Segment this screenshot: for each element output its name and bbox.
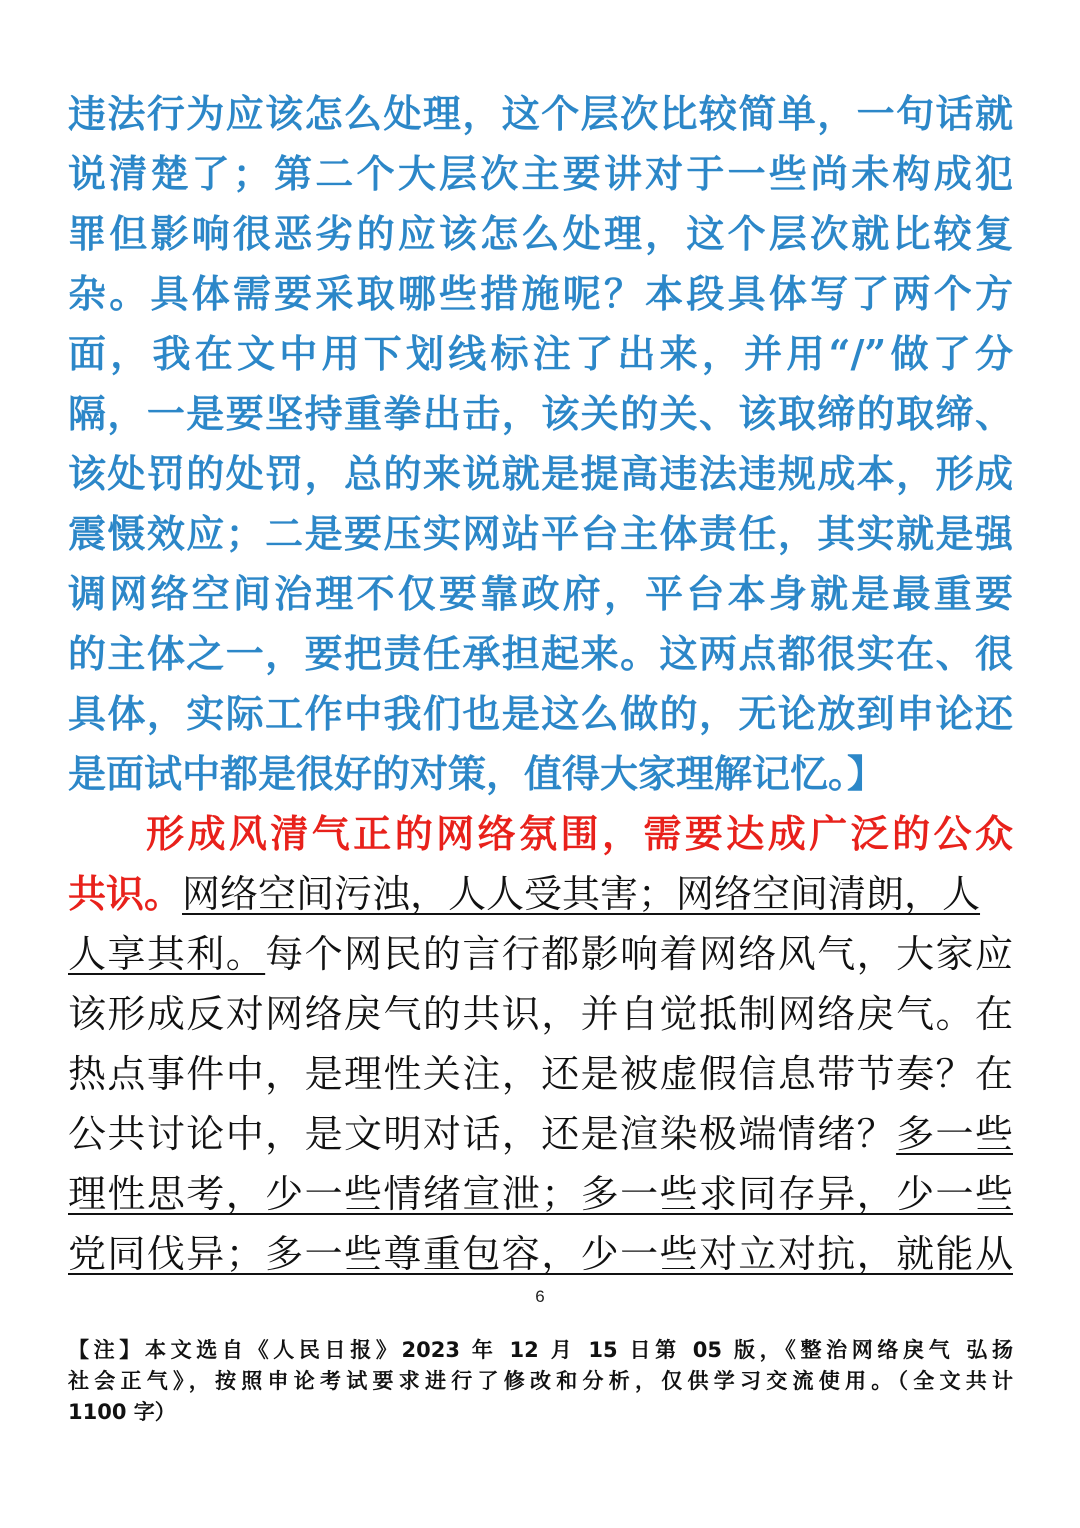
commentary-line: 隔，一是要坚持重拳出击，该关的关、该取缔的取缔、	[68, 391, 1013, 436]
commentary-line: 该处罚的处罚，总的来说就是提高违法违规成本，形成	[68, 451, 1013, 496]
commentary-line: 具体，实际工作中我们也是这么做的，无论放到申论还	[68, 691, 1013, 736]
page-number: 6	[535, 1287, 545, 1306]
topic-sentence-end: 共识。	[68, 871, 183, 916]
commentary-line: 说清楚了；第二个大层次主要讲对于一些尚未构成犯	[68, 151, 1013, 196]
underlined-text: 人享其利。	[68, 932, 266, 976]
topic-sentence-line: 形成风清气正的网络氛围，需要达成广泛的公众	[146, 811, 1013, 856]
paragraph-line: 热点事件中，是理性关注，还是被虚假信息带节奏？在	[68, 1052, 1013, 1096]
commentary-line: 调网络空间治理不仅要靠政府，平台本身就是最重要	[68, 571, 1013, 616]
underlined-text: 多一些	[896, 1112, 1013, 1156]
paragraph-line	[68, 930, 1013, 978]
commentary-line: 面，我在文中用下划线标注了出来，并用“/”做了分	[68, 331, 1013, 376]
underlined-text: 网络空间污浊，人人受其害；网络空间清朗，人	[182, 872, 981, 916]
underlined-line: 理性思考，少一些情绪宣泄；多一些求同存异，少一些	[68, 1172, 1013, 1216]
commentary-line: 杂。具体需要采取哪些措施呢？本段具体写了两个方	[68, 271, 1013, 316]
commentary-line: 震慑效应；二是要压实网站平台主体责任，其实就是强	[68, 511, 1013, 556]
commentary-line: 罪但影响很恶劣的应该怎么处理，这个层次就比较复	[68, 211, 1013, 256]
commentary-line: 的主体之一，要把责任承担起来。这两点都很实在、很	[68, 631, 1013, 676]
footnote-line: 社会正气》，按照申论考试要求进行了修改和分析，仅供学习交流使用。（全文共计	[68, 1369, 1013, 1393]
commentary-line: 违法行为应该怎么处理，这个层次比较简单，一句话就	[68, 91, 1013, 136]
footnote-line: 1100 字）	[68, 1400, 176, 1424]
commentary-line: 是面试中都是很好的对策，值得大家理解记忆。】	[68, 751, 886, 796]
footnote-line: 【注】本文选自《人民日报》2023 年 12 月 15 日第 05 版，《整治网络戾气 弘扬	[68, 1338, 1013, 1362]
underlined-line: 党同伐异；多一些尊重包容，少一些对立对抗，就能从	[68, 1232, 1013, 1276]
paragraph-line	[68, 870, 1013, 918]
body-text: 每个网民的言行都影响着网络风气，大家应	[265, 932, 1013, 976]
paragraph-line: 该形成反对网络戾气的共识，并自觉抵制网络戾气。在	[68, 992, 1013, 1036]
paragraph-line	[68, 1110, 1013, 1158]
body-text: 公共讨论中，是文明对话，还是渲染极端情绪？	[68, 1112, 897, 1156]
